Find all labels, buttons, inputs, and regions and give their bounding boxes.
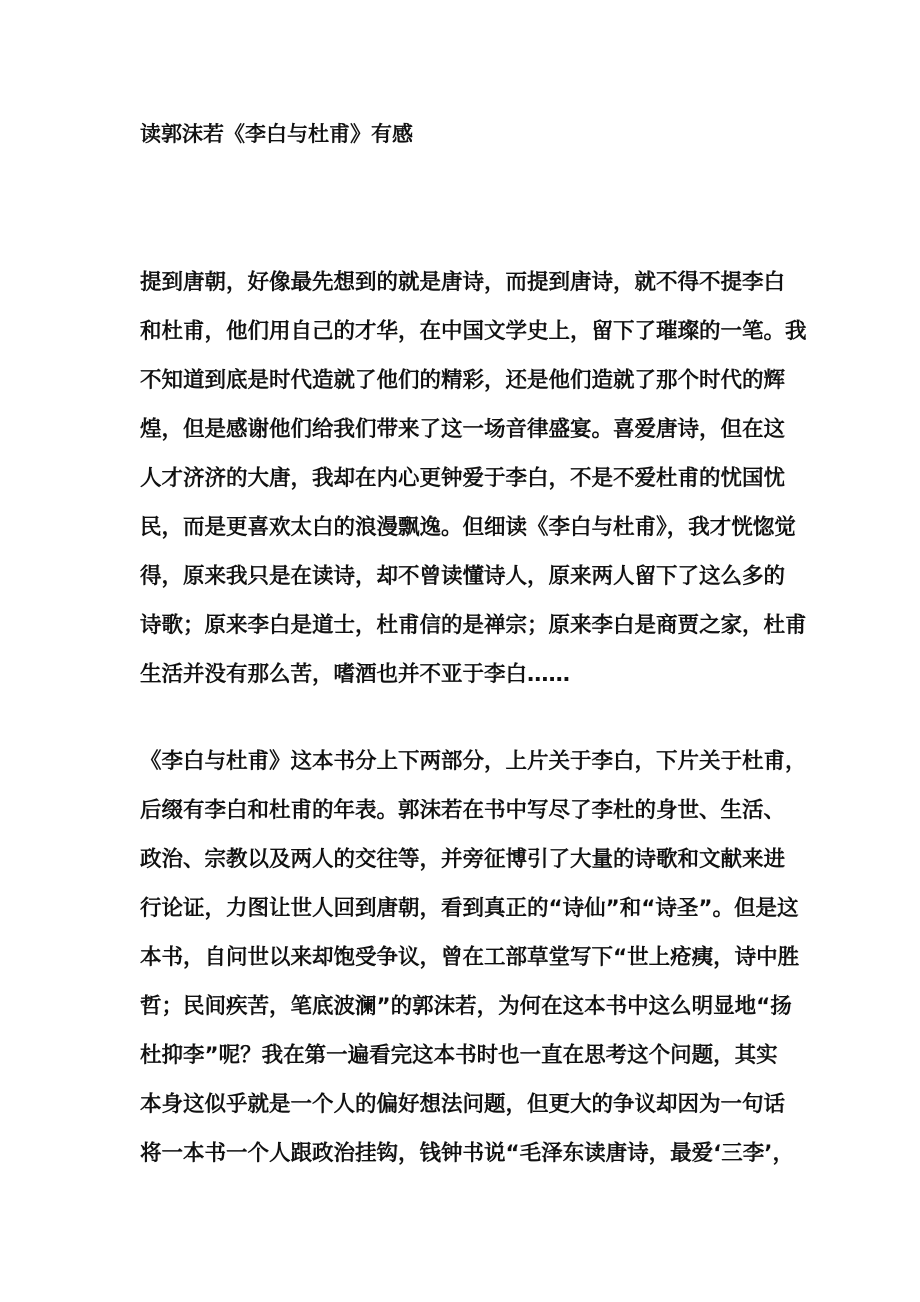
text-line: 《李白与杜甫》这本书分上下两部分，上片关于李白，下片关于杜甫， <box>140 749 807 774</box>
text-line: 煌，但是感谢他们给我们带来了这一场音律盛宴。喜爱唐诗，但在这 <box>140 417 786 442</box>
text-line: 得，原来我只是在读诗，却不曾读懂诗人，原来两人留下了这么多的 <box>140 564 786 589</box>
text-line: 生活并没有那么苦，嗜酒也并不亚于李白…… <box>140 662 571 687</box>
paragraph-1 <box>140 258 807 699</box>
text-line: 哲；民间疾苦，笔底波澜”的郭沫若，为何在这本书中这么明显地“扬 <box>140 994 792 1019</box>
text-line: 本书，自问世以来却饱受争议，曾在工部草堂写下“世上疮痍，诗中胜 <box>140 945 800 970</box>
text-line: 本身这似乎就是一个人的偏好想法问题，但更大的争议却因为一句话 <box>140 1092 786 1117</box>
document-title: 读郭沫若《李白与杜甫》有感 <box>140 122 413 146</box>
text-line: 民，而是更喜欢太白的浪漫飘逸。但细读《李白与杜甫》，我才恍惚觉 <box>140 515 796 540</box>
text-line: 诗歌；原来李白是道士，杜甫信的是禅宗；原来李白是商贾之家，杜甫 <box>140 613 807 638</box>
text-line: 提到唐朝，好像最先想到的就是唐诗，而提到唐诗，就不得不提李白 <box>140 270 786 295</box>
text-line: 不知道到底是时代造就了他们的精彩，还是他们造就了那个时代的辉 <box>140 368 786 393</box>
text-line: 和杜甫，他们用自己的才华，在中国文学史上，留下了璀璨的一笔。我 <box>140 319 807 344</box>
text-line: 政治、宗教以及两人的交往等，并旁征博引了大量的诗歌和文献来进 <box>140 847 786 872</box>
text-line: 杜抑李”呢？我在第一遍看完这本书时也一直在思考这个问题，其实 <box>140 1043 778 1068</box>
paragraph-2 <box>140 737 807 1178</box>
text-line: 人才济济的大唐，我却在内心更钟爱于李白，不是不爱杜甫的忧国忧 <box>140 466 786 491</box>
text-line: 行论证，力图让世人回到唐朝，看到真正的“诗仙”和“诗圣”。但是这 <box>140 896 799 921</box>
text-line: 后缀有李白和杜甫的年表。郭沫若在书中写尽了李杜的身世、生活、 <box>140 798 786 823</box>
text-line: 将一本书一个人跟政治挂钩，钱钟书说“毛泽东读唐诗，最爱‘三李’， <box>140 1141 794 1166</box>
